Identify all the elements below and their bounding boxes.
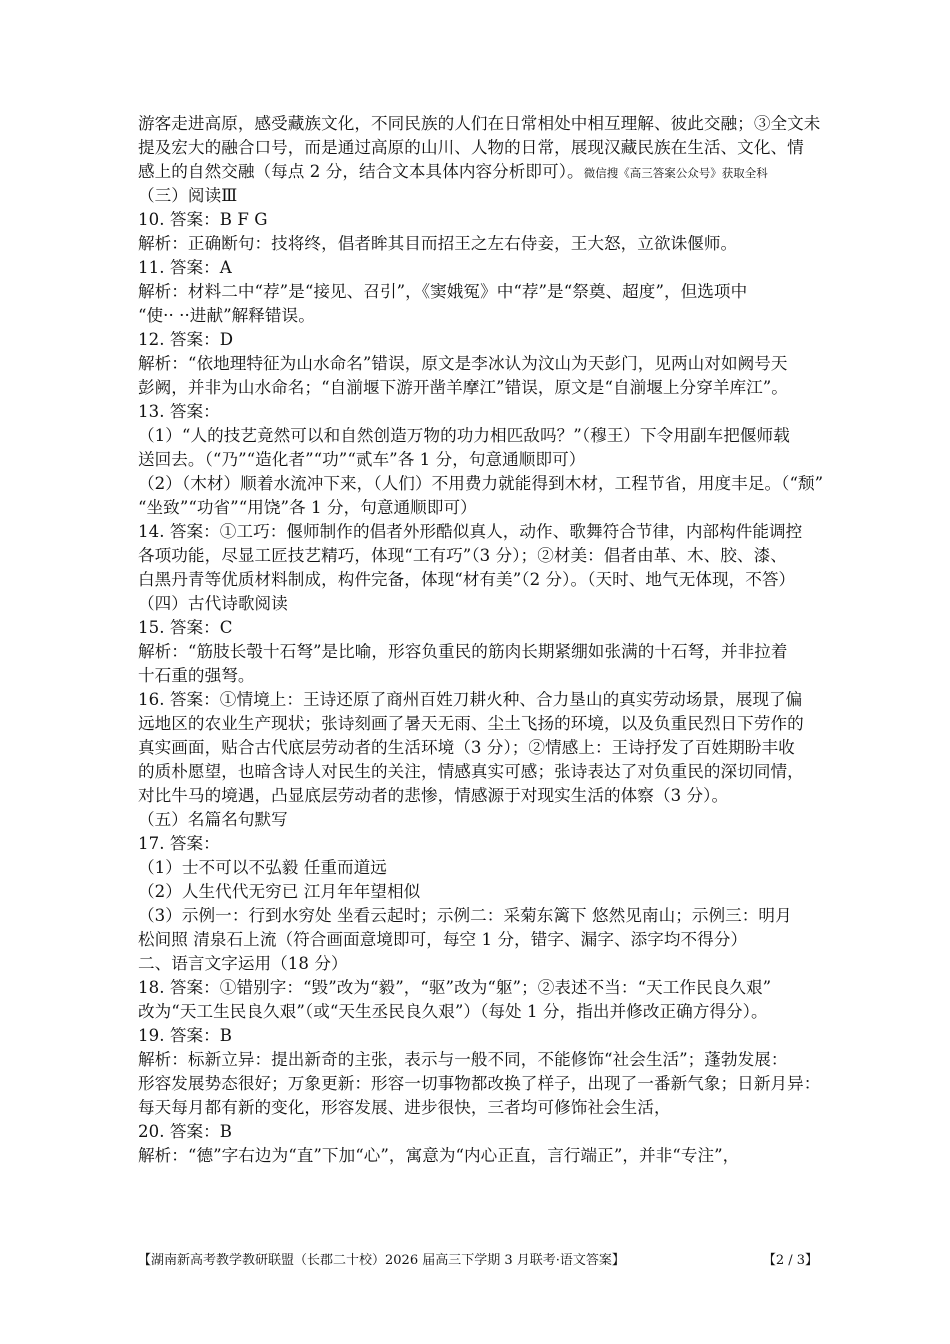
section-heading: （三）阅读Ⅲ xyxy=(138,186,238,205)
page-number: 【2 / 3】 xyxy=(762,1253,818,1268)
text-line: 彭阙，并非为山水命名；“自湔堰下游开凿羊摩江”错误，原文是“自湔堰上分穿羊库江”。 xyxy=(138,378,788,397)
analysis-line: 解析：“筋肢长彀十石弩”是比喻，形容负重民的筋肉长期紧绷如张满的十石弩，并非拉着 xyxy=(138,642,788,661)
analysis-line: 解析：正确断句：技将终，倡者眸其目而招王之左右侍妾，王大怒，立欲诛偃师。 xyxy=(138,234,738,253)
answer-line: 11. 答案：A xyxy=(138,258,232,277)
answer-line: 15. 答案：C xyxy=(138,618,233,637)
answer-line: 18. 答案：①错别字：“毁”改为“毅”，“驱”改为“躯”；②表述不当：“天工作民良久艰” xyxy=(138,978,772,997)
answer-line: 10. 答案：B F G xyxy=(138,210,268,229)
text-line: 形容发展势态很好；万象更新：形容一切事物都改换了样子，出现了一番新气象；日新月异： xyxy=(138,1074,821,1093)
text-line: 远地区的农业生产现状；张诗刻画了暑天无雨、尘土飞扬的环境，以及负重民烈日下劳作的 xyxy=(138,714,804,733)
text-line-content: 感上的自然交融（每点 2 分，结合文本具体内容分析即可）。 xyxy=(138,162,584,181)
text-line: “坐致”“功省”“用饶”各 1 分，句意通顺即可） xyxy=(138,498,477,517)
text-line: 对比牛马的境遇，凸显底层劳动者的悲惨，情感源于对现实生活的体察（3 分）。 xyxy=(138,786,729,805)
analysis-line: 解析：材料二中“荐”是“接见、召引”，《窦娥冤》中“荐”是“祭奠、超度”，但选项中 xyxy=(138,282,748,301)
answer-line: 19. 答案：B xyxy=(138,1026,233,1045)
text-line: 的质朴愿望，也暗含诗人对民生的关注，情感真实可感；张诗表达了对负重民的深切同情， xyxy=(138,762,804,781)
answer-line: 16. 答案：①情境上：王诗还原了商州百姓刀耕火种、合力垦山的真实劳动场景，展现了偏 xyxy=(138,690,803,709)
text-line xyxy=(138,160,818,184)
text-line: 每天每月都有新的变化，形容发展、进步很快，三者均可修饰社会生活， xyxy=(138,1098,671,1117)
section-heading: （四）古代诗歌阅读 xyxy=(138,594,288,613)
answer-line: 20. 答案：B xyxy=(138,1122,233,1141)
section-heading: 二、语言文字运用（18 分） xyxy=(138,954,348,973)
text-line: （2）（木材）顺着水流冲下来，（人们）不用费力就能得到木材，工程节省，用度丰足。（“颓” xyxy=(138,474,824,493)
page-footer xyxy=(138,1251,818,1271)
analysis-line: 解析：标新立异：提出新奇的主张，表示与一般不同，不能修饰“社会生活”；蓬勃发展： xyxy=(138,1050,788,1069)
answer-line: 17. 答案： xyxy=(138,834,220,853)
text-line: （1）士不可以不弘毅 任重而道远 xyxy=(138,858,387,877)
text-line: 真实画面，贴合古代底层劳动者的生活环境（3 分）；②情感上：王诗抒发了百姓期盼丰收 xyxy=(138,738,795,757)
section-heading: （五）名篇名句默写 xyxy=(138,810,288,829)
text-line: （2）人生代代无穷已 江月年年望相似 xyxy=(138,882,421,901)
text-line: 松间照 清泉石上流（符合画面意境即可，每空 1 分，错字、漏字、添字均不得分） xyxy=(138,930,748,949)
text-line: 游客走进高原，感受藏族文化，不同民族的人们在日常相处中相互理解、彼此交融；③全文未 xyxy=(138,114,821,133)
footer-title: 【湖南新高考教学教研联盟（长郡二十校）2026 届高三下学期 3 月联考·语文答案】 xyxy=(138,1253,625,1268)
answer-text-body xyxy=(138,112,824,1168)
text-line: “使·· ··进献”解释错误。 xyxy=(138,306,315,325)
text-line: 送回去。（“乃”“造化者”“功”“贰车”各 1 分，句意通顺即可） xyxy=(138,450,586,469)
analysis-line: 解析：“德”字右边为“直”下加“心”，寓意为“内心正直，言行端正”，并非“专注”， xyxy=(138,1146,740,1165)
text-line: 白黑丹青等优质材料制成，构件完备，体现“材有美”（2 分）。（天时、地气无体现，不答） xyxy=(138,570,796,589)
text-line: 十石重的强弩。 xyxy=(138,666,255,685)
answer-line: 14. 答案：①工巧：偃师制作的倡者外形酷似真人，动作、歌舞符合节律，内部构件能调控 xyxy=(138,522,803,541)
text-line: 改为“天工生民良久艰”（或“天生丞民良久艰”）（每处 1 分，指出并修改正确方得分）。 xyxy=(138,1002,768,1021)
text-line: 提及宏大的融合口号，而是通过高原的山川、人物的日常，展现汉藏民族在生活、文化、情 xyxy=(138,138,804,157)
analysis-line: 解析：“依地理特征为山水命名”错误，原文是李冰认为汶山为天彭门，见两山对如阙号天 xyxy=(138,354,788,373)
answer-line: 12. 答案：D xyxy=(138,330,234,349)
answer-line: 13. 答案： xyxy=(138,402,220,421)
text-line: （1）“人的技艺竟然可以和自然创造万物的功力相匹敌吗？”（穆王）下令用副车把偃师载 xyxy=(138,426,790,445)
watermark-note: 微信搜《高三答案公众号》获取全科 xyxy=(583,166,768,180)
text-line: 各项功能，尽显工匠技艺精巧，体现“工有巧”（3 分）；②材美：倡者由革、木、胶、漆、 xyxy=(138,546,787,565)
text-line: （3）示例一：行到水穷处 坐看云起时；示例二：采菊东篱下 悠然见南山；示例三：明月 xyxy=(138,906,792,925)
